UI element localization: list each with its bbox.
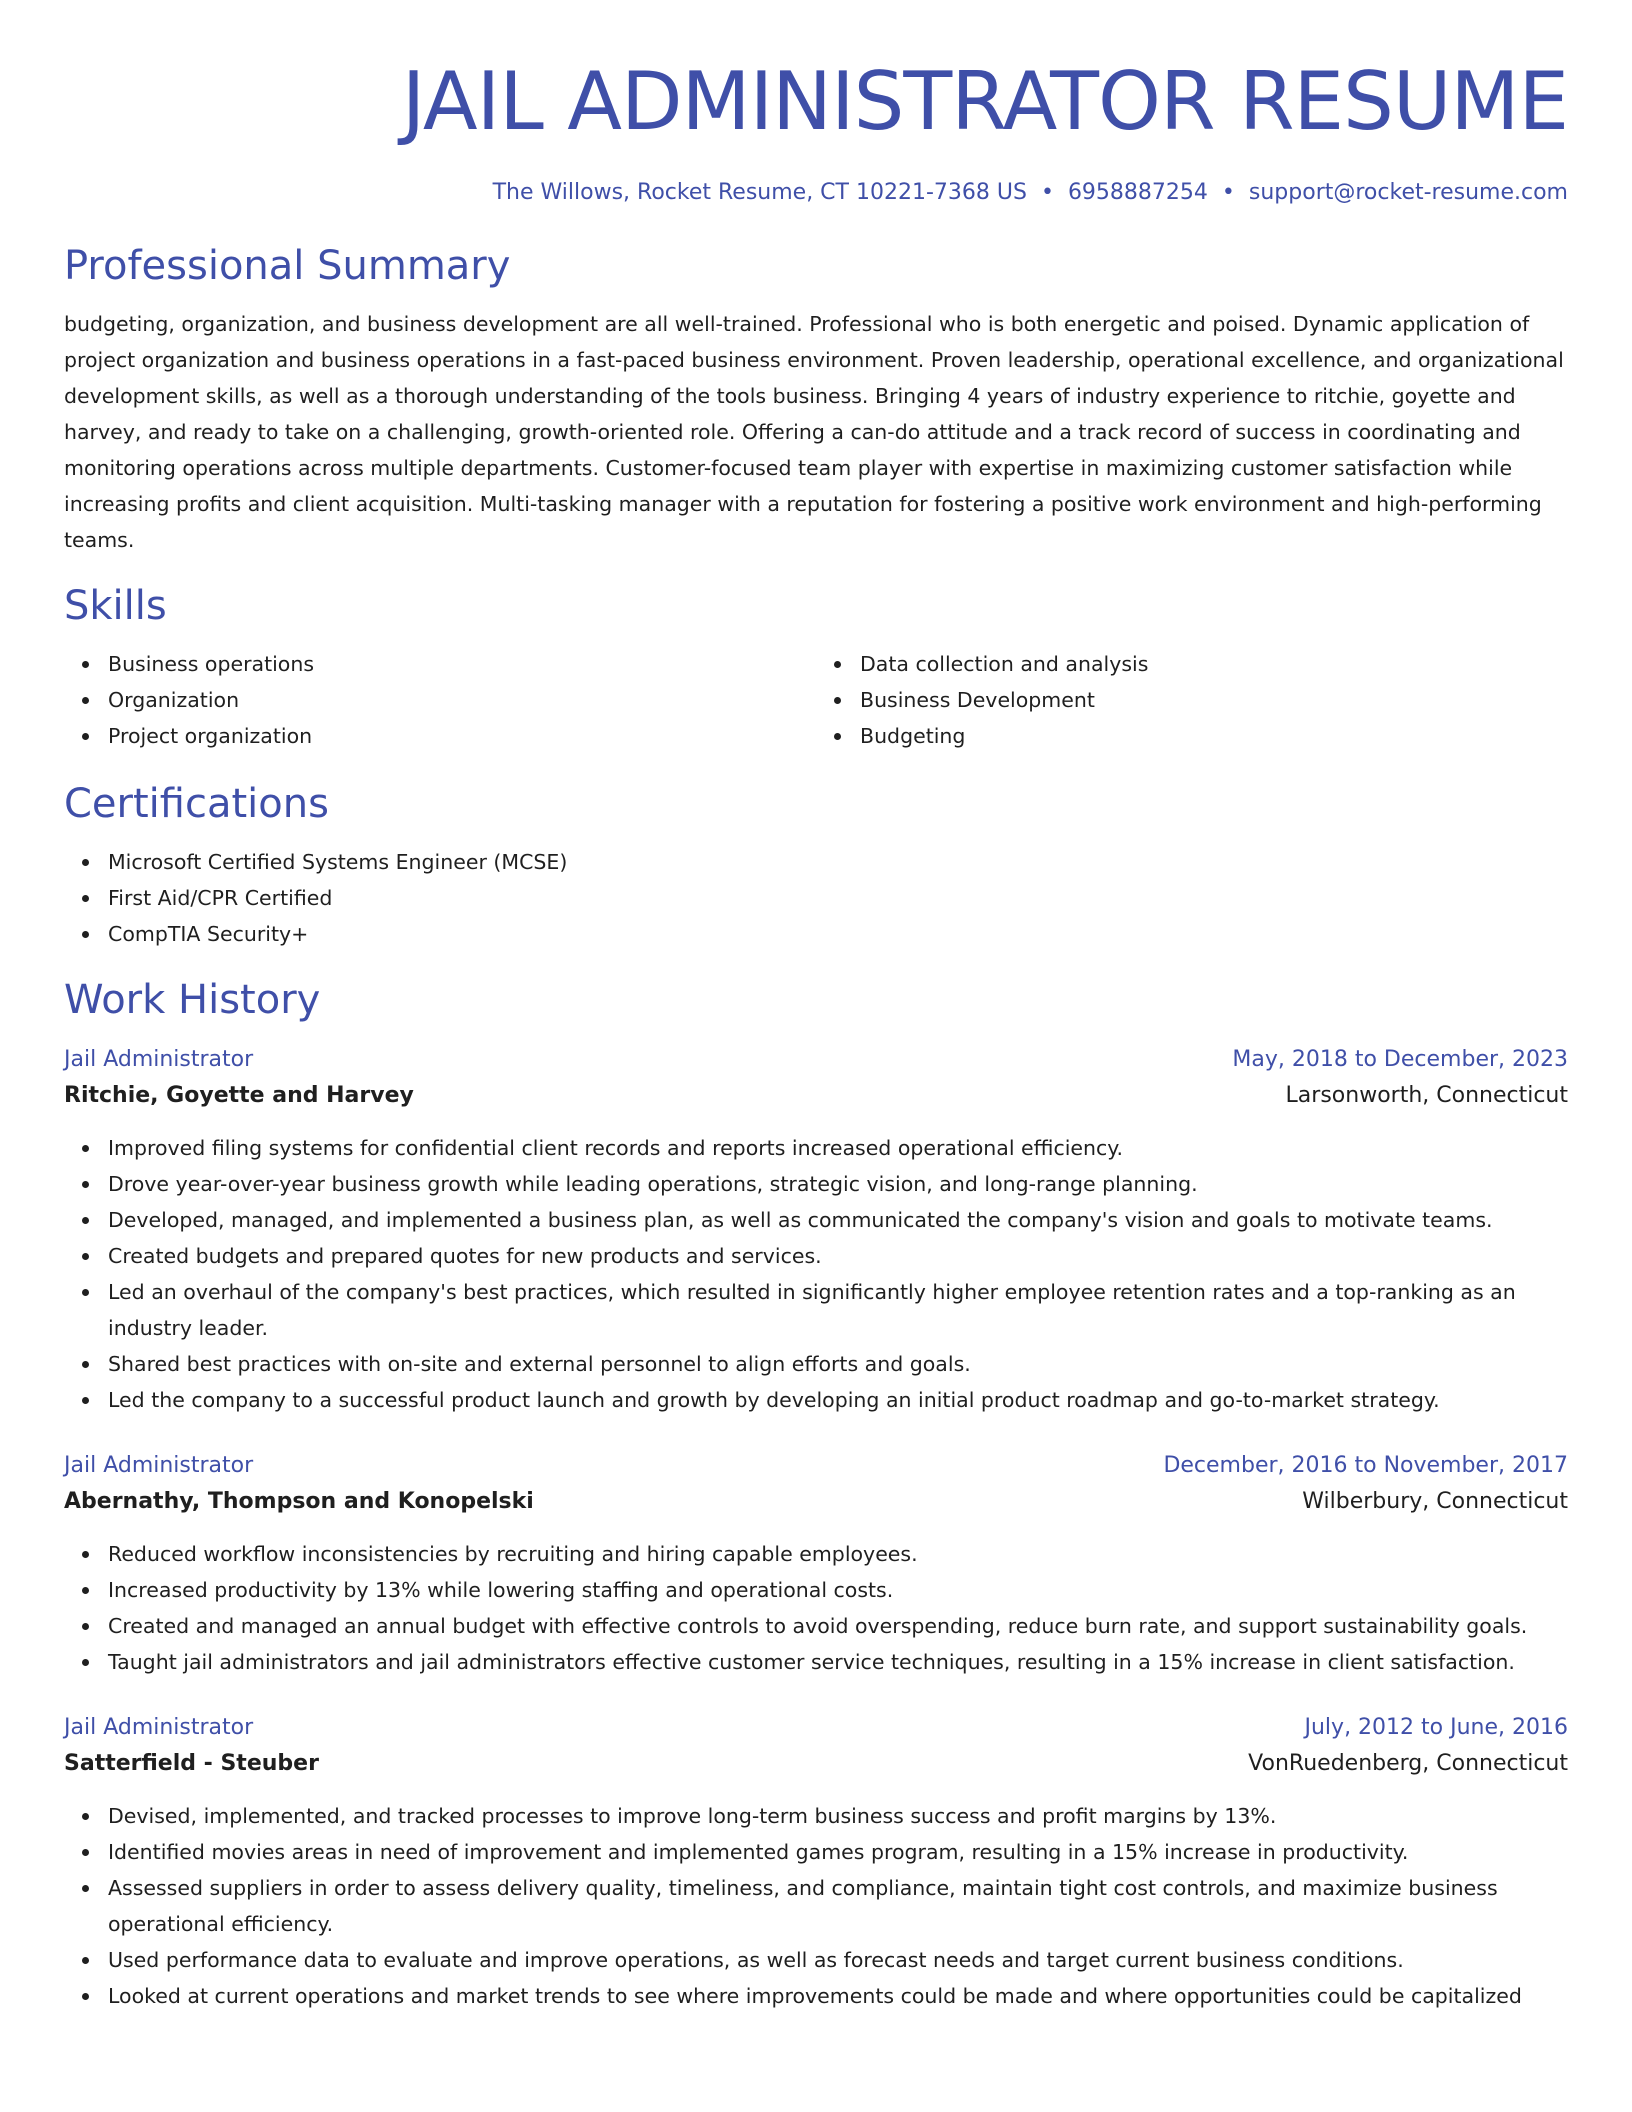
job-title-row: [64, 1448, 1568, 1484]
certifications-section: [64, 778, 1568, 952]
certification-item: CompTIA Security+: [108, 916, 1568, 952]
contact-separator: •: [1221, 180, 1235, 205]
job-dates: December, 2016 to November, 2017: [1163, 1453, 1568, 1478]
job-bullet: Created budgets and prepared quotes for new products and services.: [108, 1238, 1568, 1274]
job-bullet: Reduced workflow inconsistencies by recruiting and hiring capable employees.: [108, 1536, 1568, 1572]
job-location: VonRuedenberg, Connecticut: [1248, 1751, 1568, 1776]
job-bullet: Taught jail administrators and jail administrators effective customer service techniques, resulting in a 15% increase in client satisfaction.: [108, 1644, 1568, 1680]
skills-heading: Skills: [64, 583, 167, 629]
resume-header: [64, 0, 1568, 208]
job-bullet: Shared best practices with on-site and external personnel to align efforts and goals.: [108, 1346, 1568, 1382]
certifications-list: [64, 844, 1568, 952]
skill-item: Data collection and analysis: [860, 646, 1568, 682]
job-bullet: Devised, implemented, and tracked processes to improve long-term business success and profit margins by 13%.: [108, 1798, 1568, 1834]
job-company-row: [64, 1484, 1568, 1520]
certifications-heading: Certifications: [64, 781, 329, 827]
work-history-heading: Work History: [64, 977, 321, 1023]
summary-section: [64, 240, 1568, 558]
job-bullet: Developed, managed, and implemented a business plan, as well as communicated the company's vision and goals to motivate teams.: [108, 1202, 1568, 1238]
job-bullet: Improved filing systems for confidential client records and reports increased operational efficiency.: [108, 1130, 1568, 1166]
job-title-row: [64, 1042, 1568, 1078]
contact-email[interactable]: support@rocket-resume.com: [1248, 180, 1568, 205]
contact-line: [64, 178, 1568, 208]
summary-text: budgeting, organization, and business development are all well-trained. Professional who is both energetic and poised. Dynamic application of project organization and business operations in a fast-paced business environment. Proven leadership, operational excellence, and organizational development skills, as well as a thorough understanding of the tools business. Bringing 4 years of industry experience to ritchie, goyette and harvey, and ready to take on a challenging, growth-oriented role. Offering a can-do attitude and a track record of success in coordinating and monitoring operations across multiple departments. Customer-focused team player with expertise in maximizing customer satisfaction while increasing profits and client acquisition. Multi-tasking manager with a reputation for fostering a positive work environment and high-performing teams.: [64, 312, 1564, 552]
job-dates: July, 2012 to June, 2016: [1304, 1715, 1568, 1740]
job-company-row: [64, 1746, 1568, 1782]
job-company-row: [64, 1078, 1568, 1114]
work-history-section: [64, 974, 1568, 2014]
certification-item: First Aid/CPR Certified: [108, 880, 1568, 916]
job-bullets: [64, 1130, 1568, 1418]
job-location: Wilberbury, Connecticut: [1302, 1489, 1568, 1514]
job-bullet: Assessed suppliers in order to assess delivery quality, timeliness, and compliance, maintain tight cost controls, and maximize business operational efficiency.: [108, 1870, 1568, 1942]
job-title: Jail Administrator: [64, 1715, 254, 1740]
contact-phone: 6958887254: [1067, 180, 1208, 205]
contact-separator: •: [1040, 180, 1054, 205]
skills-grid: [64, 646, 1568, 754]
job-bullet: Increased productivity by 13% while lowering staffing and operational costs.: [108, 1572, 1568, 1608]
job-title-row: [64, 1710, 1568, 1746]
job-bullet: Used performance data to evaluate and improve operations, as well as forecast needs and target current business conditions.: [108, 1942, 1568, 1978]
job-entry: [64, 1448, 1568, 1680]
job-title: Jail Administrator: [64, 1453, 254, 1478]
job-entry: [64, 1710, 1568, 2014]
job-company: Ritchie, Goyette and Harvey: [64, 1083, 414, 1108]
job-company: Abernathy, Thompson and Konopelski: [64, 1489, 534, 1514]
job-bullet: Led the company to a successful product launch and growth by developing an initial product roadmap and go-to-market strategy.: [108, 1382, 1568, 1418]
job-company: Satterfield - Steuber: [64, 1751, 319, 1776]
skills-list-right: [816, 646, 1568, 754]
job-bullet: Created and managed an annual budget with effective controls to avoid overspending, reduce burn rate, and support sustainability goals.: [108, 1608, 1568, 1644]
job-entry: [64, 1042, 1568, 1418]
contact-address: The Willows, Rocket Resume, CT 10221-7368 US: [492, 180, 1027, 205]
certification-item: Microsoft Certified Systems Engineer (MCSE): [108, 844, 1568, 880]
job-bullets: [64, 1536, 1568, 1680]
job-bullet: Led an overhaul of the company's best practices, which resulted in significantly higher employee retention rates and a top-ranking as an industry leader.: [108, 1274, 1568, 1346]
job-location: Larsonworth, Connecticut: [1285, 1083, 1568, 1108]
job-bullets: [64, 1798, 1568, 2014]
skill-item: Project organization: [108, 718, 816, 754]
job-title: Jail Administrator: [64, 1047, 254, 1072]
skill-item: Organization: [108, 682, 816, 718]
skills-section: [64, 580, 1568, 754]
skills-list-left: [64, 646, 816, 754]
skill-item: Budgeting: [860, 718, 1568, 754]
skill-item: Business operations: [108, 646, 816, 682]
resume-title: JAIL ADMINISTRATOR RESUME: [401, 55, 1568, 148]
job-bullet: Looked at current operations and market trends to see where improvements could be made and where opportunities could be capitalized: [108, 1978, 1568, 2014]
job-bullet: Identified movies areas in need of improvement and implemented games program, resulting in a 15% increase in productivity.: [108, 1834, 1568, 1870]
job-dates: May, 2018 to December, 2023: [1232, 1047, 1568, 1072]
summary-heading: Professional Summary: [64, 243, 511, 289]
skill-item: Business Development: [860, 682, 1568, 718]
job-bullet: Drove year-over-year business growth while leading operations, strategic vision, and long-range planning.: [108, 1166, 1568, 1202]
